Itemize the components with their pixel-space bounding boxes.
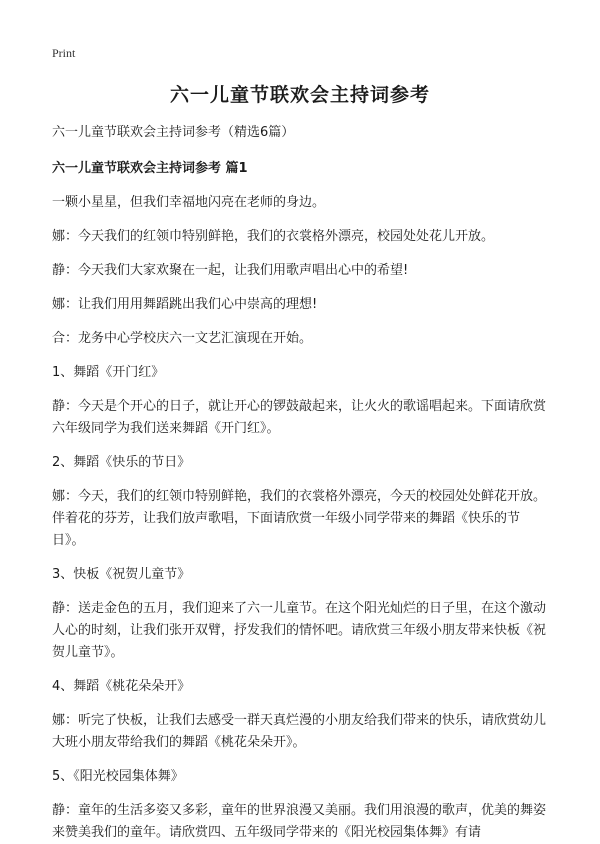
program-item-heading: 5、《阳光校园集体舞》 [52, 769, 184, 784]
program-item-heading: 4、舞蹈《桃花朵朵开》 [52, 679, 191, 694]
paragraph: 娜：今天，我们的红领巾特别鲜艳，我们的衣裳格外漂亮，今天的校园处处鲜花开放。伴着花的芬芳，让我们放声歌唱，下面请欣赏一年级小同学带来的舞蹈《快乐的节日》。 [52, 489, 547, 548]
paragraph: 一颗小星星，但我们幸福地闪亮在老师的身边。 [52, 195, 326, 210]
paragraph: 静：童年的生活多姿又多彩，童年的世界浪漫又美丽。我们用浪漫的歌声，优美的舞姿来赞美我们的童年。请欣赏四、五年级同学带来的《阳光校园集体舞》有请 [52, 803, 547, 840]
program-item-heading: 3、快板《祝贺儿童节》 [52, 567, 191, 582]
paragraph: 静：送走金色的五月，我们迎来了六一儿童节。在这个阳光灿烂的日子里，在这个激动人心的时刻，让我们张开双臂，抒发我们的情怀吧。请欣赏三年级小朋友带来快板《祝贺儿童节》。 [52, 601, 547, 660]
program-item-heading: 2、舞蹈《快乐的节日》 [52, 455, 191, 470]
print-label: Print [52, 46, 76, 60]
paragraph: 娜：让我们用用舞蹈跳出我们心中崇高的理想! [52, 297, 318, 312]
document-subtitle: 六一儿童节联欢会主持词参考（精选6篇） [52, 125, 295, 140]
paragraph: 静：今天是个开心的日子，就让开心的锣鼓敲起来，让火火的歌谣唱起来。下面请欣赏六年级同学为我们送来舞蹈《开门红》。 [52, 399, 547, 436]
paragraph: 静：今天我们大家欢聚在一起，让我们用歌声唱出心中的希望! [52, 263, 409, 278]
document-body [52, 122, 552, 844]
paragraph: 娜：今天我们的红领巾特别鲜艳，我们的衣裳格外漂亮，校园处处花儿开放。 [52, 229, 495, 244]
program-item-heading: 1、舞蹈《开门红》 [52, 365, 165, 380]
page-title: 六一儿童节联欢会主持词参考 [169, 84, 430, 106]
paragraph: 娜：听完了快板，让我们去感受一群天真烂漫的小朋友给我们带来的快乐，请欣赏幼儿大班小朋友带给我们的舞蹈《桃花朵朵开》。 [52, 713, 547, 750]
paragraph: 合：龙务中心学校庆六一文艺汇演现在开始。 [52, 331, 313, 346]
section-heading: 六一儿童节联欢会主持词参考 篇1 [52, 161, 248, 176]
